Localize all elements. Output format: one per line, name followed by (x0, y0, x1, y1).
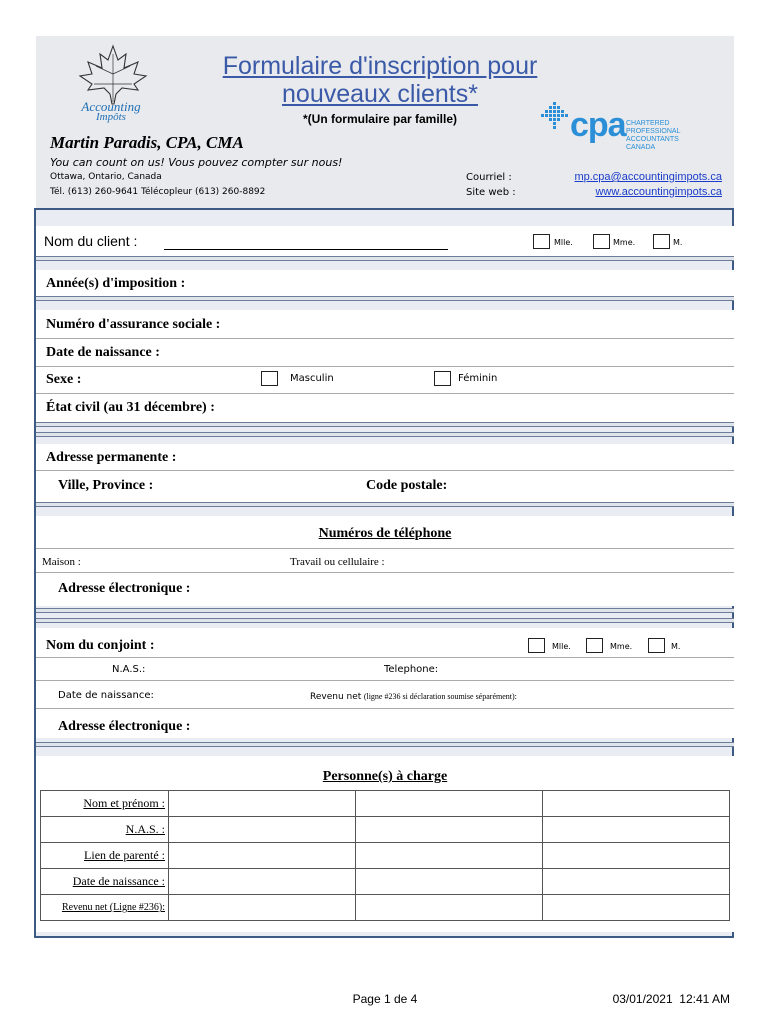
divider (36, 256, 734, 261)
sex-female-label: Féminin (458, 373, 498, 384)
spouse-dob-label: Date de naissance: (58, 690, 154, 701)
spouse-m-checkbox[interactable] (648, 638, 665, 653)
dep-cell[interactable] (169, 817, 356, 843)
sex-label: Sexe : (46, 372, 82, 387)
client-m-checkbox[interactable] (653, 234, 670, 249)
sex-male-checkbox[interactable] (261, 371, 278, 386)
work-phone-label: Travail ou cellulaire : (290, 556, 385, 568)
sin-label: Numéro d'assurance sociale : (46, 317, 221, 332)
divider (36, 432, 734, 437)
client-m-label: M. (673, 238, 683, 247)
email-label: Courriel : (466, 172, 512, 183)
spouse-mlle-checkbox[interactable] (528, 638, 545, 653)
table-row (41, 791, 730, 817)
client-name-label: Nom du client : (44, 233, 138, 249)
dep-cell[interactable] (169, 843, 356, 869)
maple-leaf-icon (78, 44, 148, 106)
dep-cell[interactable] (543, 791, 730, 817)
email-address-label: Adresse électronique : (58, 581, 191, 596)
home-phone-label: Maison : (42, 556, 81, 568)
spouse-phone-label: Telephone: (384, 664, 439, 675)
cpa-logo-text: CHARTERED PROFESSIONAL ACCOUNTANTS CANADA (626, 120, 681, 151)
divider (36, 608, 734, 613)
divider (36, 657, 734, 658)
divider (36, 366, 734, 367)
dep-cell[interactable] (543, 869, 730, 895)
table-row (41, 843, 730, 869)
website-link[interactable]: www.accountingimpots.ca (595, 186, 722, 198)
divider (36, 296, 734, 301)
dep-cell[interactable] (356, 895, 543, 921)
tagline: You can count on us! Vous pouvez compter sur nous! (50, 156, 343, 169)
postal-code-label: Code postale: (366, 478, 448, 493)
company-logo-text: Accounting Impôts (81, 99, 141, 123)
dep-cell[interactable] (543, 843, 730, 869)
website-label: Site web : (466, 187, 516, 198)
dependants-table (40, 790, 730, 921)
divider (36, 742, 734, 747)
spouse-m-label: M. (671, 642, 681, 651)
dep-cell[interactable] (169, 895, 356, 921)
client-mlle-label: Mlle. (554, 238, 573, 247)
divider (36, 502, 734, 507)
city-province-label: Ville, Province : (58, 478, 154, 493)
dep-cell[interactable] (543, 895, 730, 921)
dep-cell[interactable] (356, 791, 543, 817)
dependants-title: Personne(s) à charge (322, 769, 448, 784)
dep-row-label: Nom et prénom : (41, 791, 169, 817)
print-datetime: 03/01/2021 12:41 AM (612, 992, 730, 1006)
spouse-income-note: (ligne #236 si déclaration soumise séparément): (363, 692, 517, 701)
divider (36, 618, 734, 623)
dep-cell[interactable] (169, 869, 356, 895)
tax-years-label: Année(s) d'imposition : (46, 276, 186, 291)
client-name-field[interactable] (164, 232, 448, 250)
dep-cell[interactable] (169, 791, 356, 817)
divider (36, 338, 734, 339)
divider (36, 708, 734, 709)
spouse-income-label: Revenu net (ligne #236 si déclaration soumise séparément): (310, 692, 517, 702)
sex-male-label: Masculin (290, 373, 334, 384)
spouse-name-label: Nom du conjoint : (46, 638, 155, 653)
permanent-address-label: Adresse permanente : (46, 450, 177, 465)
cpa-logo: cpa (570, 106, 626, 144)
table-row (41, 869, 730, 895)
spouse-mme-checkbox[interactable] (586, 638, 603, 653)
cpa-dots-icon (540, 100, 570, 132)
accountant-name: Martin Paradis, CPA, CMA (50, 133, 244, 152)
divider (36, 680, 734, 681)
spouse-email-label: Adresse électronique : (58, 719, 191, 734)
dep-cell[interactable] (356, 843, 543, 869)
spouse-mlle-label: Mlle. (552, 642, 571, 651)
dep-row-label: Date de naissance : (41, 869, 169, 895)
sex-female-checkbox[interactable] (434, 371, 451, 386)
email-link[interactable]: mp.cpa@accountingimpots.ca (574, 171, 722, 183)
city: Ottawa, Ontario, Canada (50, 172, 162, 182)
client-mlle-checkbox[interactable] (533, 234, 550, 249)
dep-row-label: N.A.S. : (41, 817, 169, 843)
dep-cell[interactable] (543, 817, 730, 843)
spouse-mme-label: Mme. (610, 642, 633, 651)
divider (36, 572, 734, 573)
divider (36, 470, 734, 471)
divider (36, 393, 734, 394)
form-title: Formulaire d'inscription pour nouveaux clients* (222, 52, 538, 108)
page-number: Page 1 de 4 (352, 992, 418, 1006)
dep-cell[interactable] (356, 869, 543, 895)
phone-fax: Tél. (613) 260-9641 Télécopleur (613) 260-8892 (50, 187, 266, 197)
dep-row-label: Lien de parenté : (41, 843, 169, 869)
divider (36, 548, 734, 549)
dep-cell[interactable] (356, 817, 543, 843)
phone-section-title: Numéros de téléphone (318, 526, 452, 541)
marital-status-label: État civil (au 31 décembre) : (46, 400, 215, 415)
client-mme-checkbox[interactable] (593, 234, 610, 249)
dep-row-label: Revenu net (Ligne #236): (41, 895, 169, 921)
spouse-sin-label: N.A.S.: (112, 664, 146, 675)
form-subtitle: *(Un formulaire par famille) (302, 112, 458, 126)
table-row (41, 817, 730, 843)
dob-label: Date de naissance : (46, 345, 160, 360)
table-row (41, 895, 730, 921)
client-mme-label: Mme. (613, 238, 636, 247)
divider (36, 422, 734, 427)
